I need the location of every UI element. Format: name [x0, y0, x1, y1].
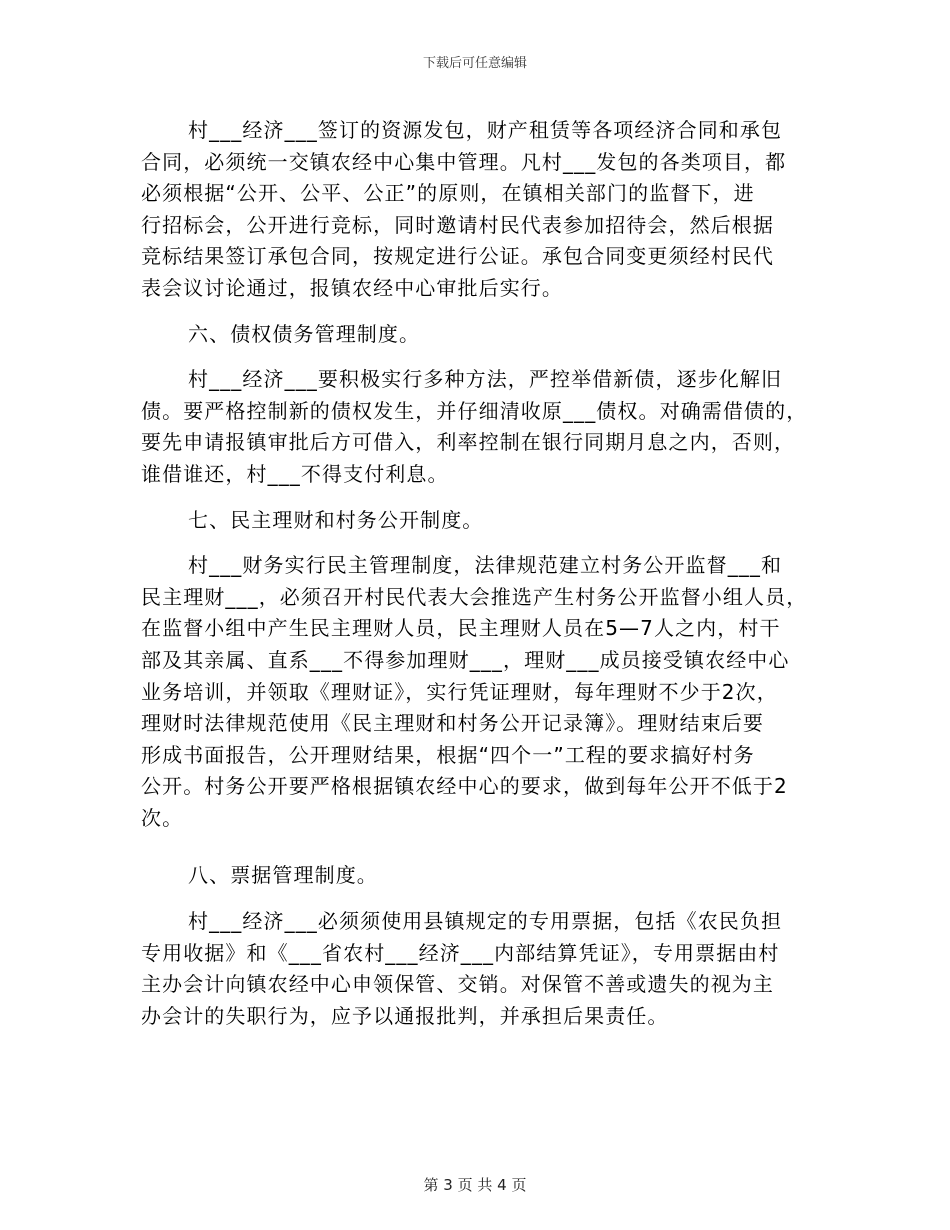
text-line: 合同，必须统一交镇农经中心集中管理。凡村___发包的各类项目，都	[141, 149, 787, 174]
text-line: 债。要严格控制新的债权发生，并仔细清收原___债权。对确需借债的，	[141, 398, 808, 423]
section-heading-7: 七、民主理财和村务公开制度。	[188, 507, 484, 532]
text-line: 办会计的失职行为，应予以通报批判，并承担后果责任。	[141, 1003, 669, 1028]
section-heading-6: 六、债权债务管理制度。	[188, 321, 421, 346]
text-line: 专用收据》和《___省农村___经济___内部结算凭证》，专用票据由村	[141, 940, 780, 965]
text-line: 表会议讨论通过，报镇农经中心审批后实行。	[141, 275, 563, 300]
section-heading-8: 八、票据管理制度。	[188, 863, 378, 888]
paragraph-debt	[141, 364, 821, 490]
text-line: 部及其亲属、直系___不得参加理财___，理财___成员接受镇农经中心	[141, 647, 790, 672]
document-body	[141, 115, 821, 1032]
text-line: 公开。村务公开要严格根据镇农经中心的要求，做到每年公开不低于2	[141, 774, 788, 799]
text-line: 主办会计向镇农经中心申领保管、交销。对保管不善或遗失的视为主	[141, 972, 774, 997]
text-line: 业务培训，并领取《理财证》，实行凭证理财，每年理财不少于2次，	[141, 679, 778, 704]
text-line: 要先申请报镇审批后方可借入，利率控制在银行同期月息之内，否则，	[141, 430, 796, 455]
text-line: 形成书面报告，公开理财结果，根据“四个一”工程的要求搞好村务	[141, 742, 755, 767]
text-line: 次。	[141, 805, 184, 830]
text-line: 竞标结果签订承包合同，按规定进行公证。承包合同变更须经村民代	[141, 244, 774, 269]
text-line: 民主理财___，必须召开村民代表大会推选产生村务公开监督小组人员，	[141, 584, 808, 609]
text-line: 村___财务实行民主管理制度，法律规范建立村务公开监督___和	[188, 553, 783, 578]
page-header: 下载后可任意编辑	[422, 56, 527, 71]
text-line: 村___经济___必须须使用县镇规定的专用票据，包括《农民负担	[188, 909, 783, 934]
page-footer: 第 3 页 共 4 页	[423, 1176, 527, 1194]
paragraph-contracts	[141, 115, 821, 305]
text-line: 在监督小组中产生民主理财人员，民主理财人员在5—7人之内，村干	[141, 616, 781, 641]
text-line: 村___经济___签订的资源发包，财产租赁等各项经济合同和承包	[188, 118, 783, 142]
text-line: 理财时法律规范使用《民主理财和村务公开记录簿》。理财结束后要	[141, 711, 764, 736]
text-line: 必须根据“公开、公平、公正”的原则，在镇相关部门的监督下，进	[141, 181, 755, 206]
text-line: 行招标会，公开进行竞标，同时邀请村民代表参加招待会，然后根据	[141, 212, 774, 237]
paragraph-democratic-finance	[141, 550, 821, 834]
paragraph-receipts	[141, 906, 821, 1032]
text-line: 谁借谁还，村___不得支付利息。	[141, 461, 449, 486]
text-line: 村___经济___要积极实行多种方法，严控举借新债，逐步化解旧	[188, 367, 783, 392]
